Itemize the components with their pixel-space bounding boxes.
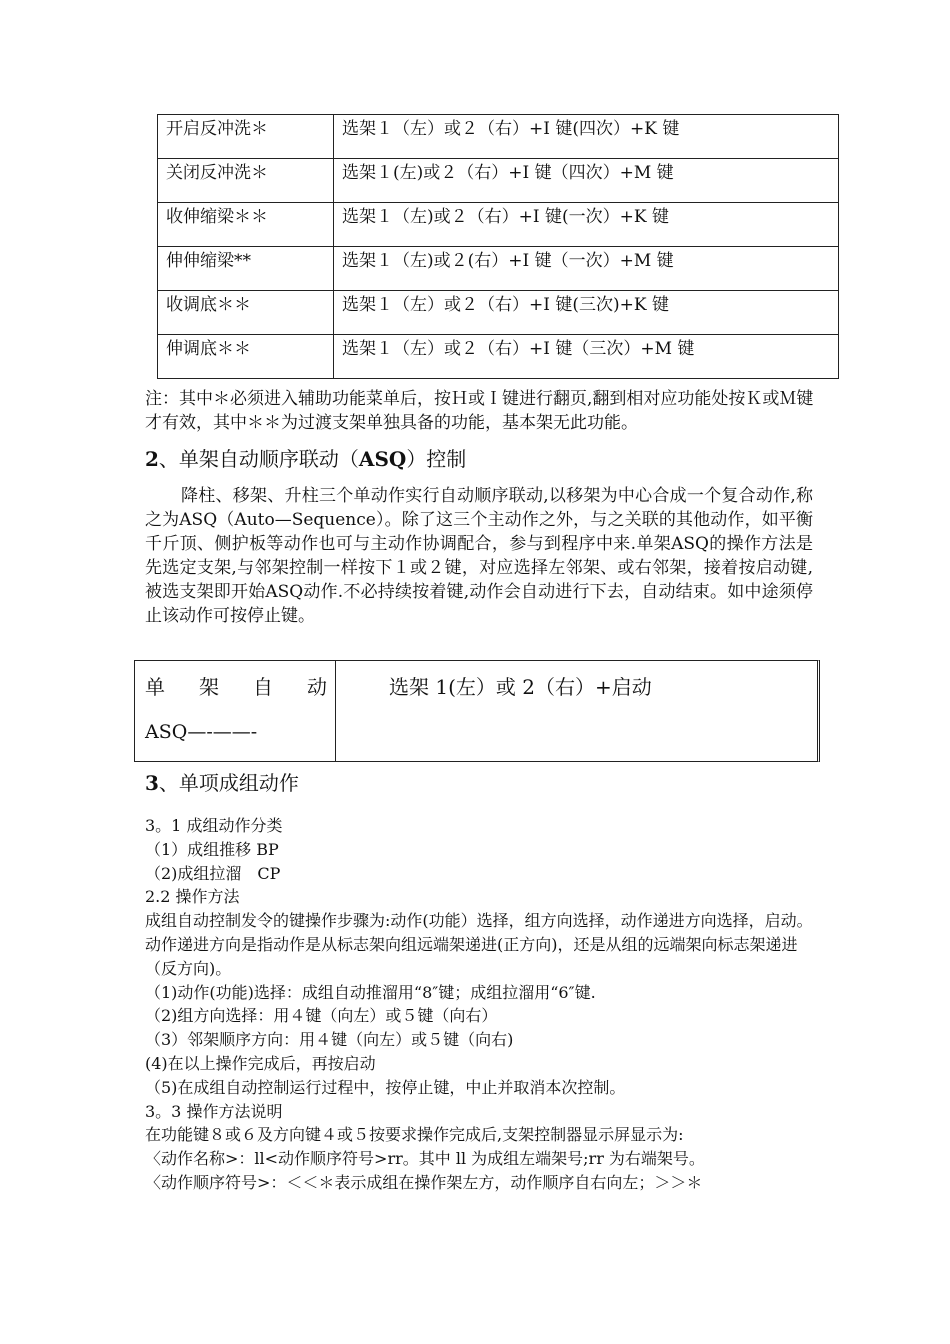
action-cell: 收伸缩梁＊＊ [158,203,334,247]
asq-label-line1 [145,671,327,700]
body-line: （1）成组推移 BP [145,839,279,859]
body-line: 〈动作名称>：ll<动作顺序符号>rr。其中 ll 为成组左端架号;rr 为右端架号。 [145,1149,705,1169]
table-row [158,335,839,379]
body-line: （3）邻架顺序方向：用４键（向左）或５键（向右) [145,1030,514,1050]
operation-cell: 选架１（左）或２（右）+I 键（三次）+M 键 [334,335,839,379]
action-cell: 伸伸缩梁** [158,247,334,291]
body-line: 在功能键８或６及方向键４或５按要求操作完成后,支架控制器显示屏显示为: [145,1125,684,1145]
body-line: （1)动作(功能)选择：成组自动推溜用“8″键；成组拉溜用“6″键. [145,982,596,1002]
key-operation-table [157,114,839,379]
table-row [158,291,839,335]
operation-cell: 选架１（左）或２（右）+I 键(三次)+K 键 [334,291,839,335]
asq-label-line2: ASQ—-——- [145,721,258,743]
action-cell: 关闭反冲洗＊ [158,159,334,203]
operation-cell: 选架１（左)或２（右）+I 键(一次）+K 键 [334,203,839,247]
body-line: 3。3 操作方法说明 [145,1101,283,1121]
operation-cell: 选架１（左）或２（右）+I 键(四次）+K 键 [334,115,839,159]
table-row [158,115,839,159]
label-char: 动 [307,675,327,699]
table-row [158,159,839,203]
table-row [158,247,839,291]
operation-cell: 选架１（左)或２(右）+I 键（一次）+M 键 [334,247,839,291]
action-cell: 开启反冲洗＊ [158,115,334,159]
action-cell: 伸调底＊＊ [158,335,334,379]
section-3-body [145,814,815,1195]
heading-text: 、单架自动顺序联动（ [158,447,359,471]
label-char: 自 [253,675,273,699]
operation-cell: 选架１(左)或２（右）+I 键（四次）+M 键 [334,159,839,203]
label-char: 架 [199,675,219,699]
body-line: （5)在成组自动控制运行过程中，按停止键，中止并取消本次控制。 [145,1077,626,1097]
action-cell: 收调底＊＊ [158,291,334,335]
heading-text-bold: ASQ [358,447,407,471]
label-char: 单 [145,675,165,699]
asq-description-paragraph: 降柱、移架、升柱三个单动作实行自动顺序联动,以移架为中心合成一个复合动作,称之为ASQ（Auto—Sequence）。除了这三个主动作之外，与之关联的其他动作，如平衡千斤顶、侧护板等动作也可与主动作协调配合，参与到程序中来.单架ASQ的操作方法是先选定支架,与邻架控制一样按下１或２键，对应选择左邻架、或右邻架，接着按启动键,被选支架即开始ASQ动作.不必持续按着键,动作会自动进行下去，自动结束。如中途须停止该动作可按停止键。 [145,486,813,626]
body-line: 3。1 成组动作分类 [145,816,283,835]
body-line: （2)成组拉溜 CP [145,863,281,883]
section-number: 3 [145,771,159,795]
body-paragraph: 成组自动控制发令的键操作步骤为:动作(功能）选择，组方向选择，动作递进方向选择，启动。动作递进方向是指动作是从标志架向组远端架递进(正方向)，还是从组的远端架向标志架递进（反方向)。 [145,911,813,978]
section-3-heading [145,770,299,796]
table-row [158,203,839,247]
asq-operation: 选架 1(左）或 2（右）+启动 [389,675,652,699]
body-line: (4)在以上操作完成后，再按启动 [145,1053,376,1073]
body-line: 2.2 操作方法 [145,887,240,907]
table-note: 注：其中＊必须进入辅助功能菜单后，按Ｈ或Ｉ键进行翻页,翻到相对应功能处按Ｋ或Ｍ键才有效，其中＊＊为过渡支架单独具备的功能，基本架无此功能。 [145,389,814,433]
body-line: 〈动作顺序符号>：＜＜＊表示成组在操作架左方，动作顺序自右向左；＞＞＊ [145,1172,703,1192]
section-number: 2 [145,447,159,471]
section-2-heading [145,446,466,472]
asq-operation-table [134,660,820,762]
heading-text: ）控制 [406,447,467,471]
body-line: （2)组方向选择：用４键（向左）或５键（向右） [145,1006,498,1026]
heading-text: 、单项成组动作 [158,771,299,795]
column-divider [335,661,336,761]
